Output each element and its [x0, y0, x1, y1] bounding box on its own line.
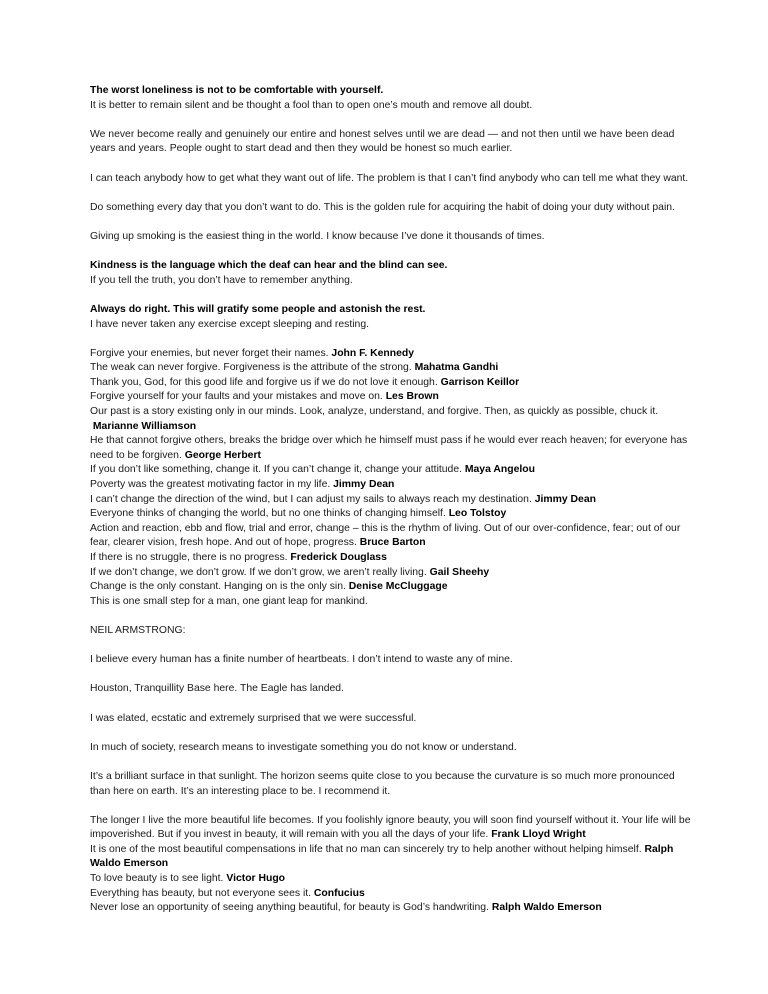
- quote-line: [90, 361, 690, 376]
- bold-quote: The worst loneliness is not to be comfortable with yourself.: [90, 85, 384, 96]
- quote-line: [90, 347, 690, 362]
- quote-line: [90, 463, 690, 478]
- quote-text: need to be forgiven.: [90, 449, 182, 461]
- quote-author: Leo Tolstoy: [448, 508, 507, 520]
- quote-text: If we don’t change, we don’t grow. If we don’t grow, we aren’t really living.: [90, 566, 427, 578]
- quote-author: Frederick Douglass: [290, 552, 387, 563]
- quote-line: [90, 493, 690, 508]
- paragraph-gap: [90, 726, 690, 741]
- quote-author: Ralph Waldo Emerson: [491, 902, 602, 914]
- paragraph-gap: [90, 609, 690, 624]
- quote-author: Les Brown: [385, 391, 439, 403]
- quote-line: [90, 449, 690, 464]
- quote-line: It’s a brilliant surface in that sunlight. The horizon seems quite close to you because the curvature is so much more pronounced: [90, 770, 675, 782]
- quote-line: [90, 580, 690, 595]
- quote-author: George Herbert: [184, 449, 261, 461]
- quote-line: [90, 872, 690, 887]
- quote-line: I believe every human has a finite number of heartbeats. I don’t intend to waste any of mine.: [90, 654, 513, 666]
- bold-quote: Kindness is the language which the deaf can hear and the blind can see.: [90, 260, 448, 272]
- quote-line: [90, 478, 690, 493]
- quote-line: Do something every day that you don’t want to do. This is the golden rule for acquiring the habit of doing your duty without pain.: [90, 201, 675, 213]
- quote-line: [90, 390, 690, 405]
- quote-line: [90, 566, 690, 581]
- quote-line: He that cannot forgive others, breaks the bridge over which he himself must pass if he would ever reach heaven; for everyone has: [90, 435, 688, 447]
- quote-line: The longer I live the more beautiful life becomes. If you foolishly ignore beauty, you will soon find yourself without it. Your life will be: [90, 814, 691, 826]
- quote-author: Bruce Barton: [359, 537, 426, 549]
- quote-text: Forgive your enemies, but never forget their names.: [90, 347, 329, 359]
- quote-author: Mahatma Gandhi: [414, 362, 499, 374]
- quote-text: I can’t change the direction of the wind, but I can adjust my sails to always reach my destination.: [90, 493, 532, 505]
- quote-line: [90, 828, 690, 843]
- quote-text: If you don’t like something, change it. If you can’t change it, change your attitude.: [90, 464, 462, 476]
- quote-line: Houston, Tranquillity Base here. The Eagle has landed.: [90, 683, 344, 695]
- quote-text: Everyone thinks of changing the world, but no one thinks of changing himself.: [90, 508, 446, 520]
- paragraph-gap: [90, 639, 690, 654]
- quote-line: [90, 843, 690, 858]
- quote-line: [90, 303, 690, 318]
- quote-text: The weak can never forgive. Forgiveness is the attribute of the strong.: [90, 362, 412, 374]
- quote-line: [90, 507, 690, 522]
- quote-text: Forgive yourself for your faults and your mistakes and move on.: [90, 391, 383, 403]
- paragraph-gap: [90, 113, 690, 128]
- quote-line: [90, 376, 690, 391]
- paragraph-gap: [90, 799, 690, 814]
- quote-line: [90, 857, 690, 872]
- paragraph-gap: [90, 186, 690, 201]
- paragraph-gap: [90, 697, 690, 712]
- quote-line: Giving up smoking is the easiest thing in the world. I know because I’ve done it thousands of times.: [90, 230, 545, 242]
- quote-text: If there is no struggle, there is no progress.: [90, 552, 288, 563]
- quote-line: than here on earth. It’s an interesting place to be. I recommend it.: [90, 785, 391, 797]
- quote-line: Our past is a story existing only in our minds. Look, analyze, understand, and forgive. Then, as quickly as possible, chuck it.: [90, 406, 659, 418]
- quote-author: Maya Angelou: [464, 464, 535, 476]
- quote-line: This is one small step for a man, one giant leap for mankind.: [90, 595, 368, 607]
- quote-line: I was elated, ecstatic and extremely surprised that we were successful.: [90, 712, 417, 724]
- quote-text: To love beauty is to see light.: [90, 873, 224, 885]
- quote-author: Ralph: [644, 843, 674, 855]
- document-page: [90, 84, 690, 916]
- quote-line: [90, 887, 690, 902]
- quote-line: years and years. People ought to start dead and then they would be honest so much earlier.: [90, 143, 513, 155]
- quote-text: Never lose an opportunity of seeing anything beautiful, for beauty is God’s handwriting.: [90, 902, 489, 914]
- quote-line: It is better to remain silent and be thought a fool than to open one’s mouth and remove all doubt.: [90, 99, 533, 111]
- quote-text: Everything has beauty, but not everyone sees it.: [90, 887, 312, 899]
- quote-author: Jimmy Dean: [333, 479, 395, 491]
- paragraph-gap: [90, 332, 690, 347]
- quote-line: [90, 901, 690, 916]
- quote-author: John F. Kennedy: [331, 347, 414, 359]
- quote-text: It is one of the most beautiful compensations in life that no man can sincerely try to help another without helping himself.: [90, 843, 642, 855]
- quote-line: We never become really and genuinely our entire and honest selves until we are dead — and not then until we have been dead: [90, 128, 675, 140]
- quote-text: fear, clearer vision, fresh hope. And out of hope, progress.: [90, 537, 357, 549]
- quote-author: Denise McCluggage: [348, 581, 448, 593]
- quote-line: If you tell the truth, you don’t have to remember anything.: [90, 274, 353, 286]
- quote-line: In much of society, research means to investigate something you do not know or understand.: [90, 741, 517, 753]
- quote-line: [90, 420, 690, 435]
- paragraph-gap: [90, 215, 690, 230]
- section-heading: NEIL ARMSTRONG:: [90, 624, 186, 636]
- quote-line: [90, 84, 690, 99]
- quote-text: Thank you, God, for this good life and forgive us if we do not love it enough.: [90, 376, 438, 388]
- quote-author: Marianne Williamson: [92, 420, 197, 432]
- quote-text: impoverished. But if you invest in beauty, it will remain with you all the days of your life.: [90, 829, 489, 841]
- quote-author: Victor Hugo: [226, 873, 286, 885]
- quote-author: Jimmy Dean: [534, 493, 596, 505]
- quote-line: [90, 536, 690, 551]
- paragraph-gap: [90, 157, 690, 172]
- bold-quote: Always do right. This will gratify some people and astonish the rest.: [90, 303, 426, 315]
- quote-line: [90, 551, 690, 566]
- paragraph-gap: [90, 288, 690, 303]
- quote-line: [90, 259, 690, 274]
- paragraph-gap: [90, 755, 690, 770]
- quote-line: I have never taken any exercise except sleeping and resting.: [90, 318, 369, 330]
- quote-text: Poverty was the greatest motivating factor in my life.: [90, 479, 331, 491]
- quote-author: Garrison Keillor: [440, 376, 520, 388]
- quote-author: Waldo Emerson: [90, 858, 169, 870]
- quote-author: Frank Lloyd Wright: [491, 829, 586, 841]
- quote-author: Gail Sheehy: [429, 566, 490, 578]
- quote-line: Action and reaction, ebb and flow, trial and error, change – this is the rhythm of living. Out of our over-confidence, fear; out of our: [90, 522, 681, 534]
- quote-author: Confucius: [313, 887, 365, 899]
- quote-text: Change is the only constant. Hanging on is the only sin.: [90, 581, 346, 593]
- paragraph-gap: [90, 668, 690, 683]
- paragraph-gap: [90, 245, 690, 260]
- quote-line: I can teach anybody how to get what they want out of life. The problem is that I can’t find anybody who can tell me what they want.: [90, 172, 689, 184]
